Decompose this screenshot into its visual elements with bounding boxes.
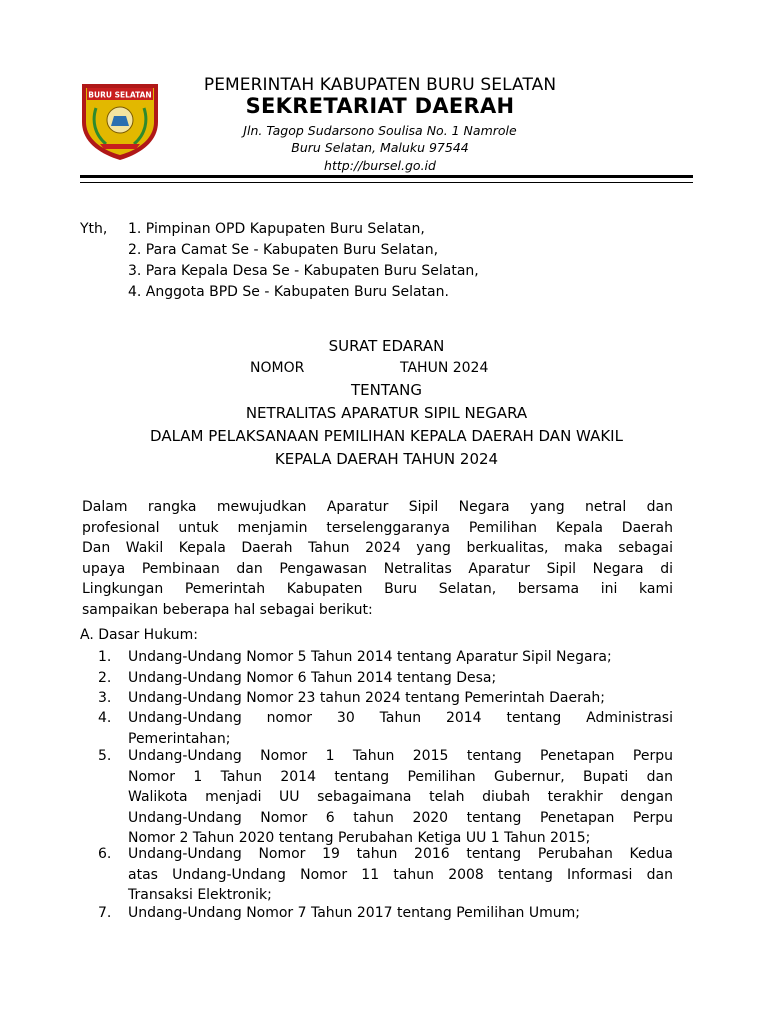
legal-item-line: Nomor 2 Tahun 2020 tentang Perubahan Ketiga UU 1 Tahun 2015; [128, 830, 591, 846]
address-line-2: Buru Selatan, Maluku 97544 [291, 140, 469, 155]
legal-item-number: 1. [98, 649, 112, 665]
intro-line: Dalam rangka mewujudkan Aparatur Sipil Negara yang netral dan [82, 499, 673, 515]
legal-item-line: Undang-Undang Nomor 7 Tahun 2017 tentang Pemilihan Umum; [128, 905, 580, 921]
recipient-2: 2. Para Camat Se - Kabupaten Buru Selatan, [128, 242, 439, 258]
legal-item-line: Undang-Undang Nomor 19 tahun 2016 tentang Perubahan Kedua [128, 846, 673, 862]
letter-type: SURAT EDARAN [328, 337, 445, 355]
legal-item-number: 4. [98, 710, 112, 726]
legal-item-line: Undang-Undang Nomor 6 Tahun 2014 tentang Desa; [128, 670, 497, 686]
legal-item-line: atas Undang-Undang Nomor 11 tahun 2008 tentang Informasi dan [128, 866, 673, 883]
tentang-label: TENTANG [351, 381, 422, 399]
address-line-1: Jln. Tagop Sudarsono Soulisa No. 1 Namrole [243, 123, 517, 138]
subject-line-1: NETRALITAS APARATUR SIPIL NEGARA [245, 404, 528, 422]
legal-item-line: Undang-Undang nomor 30 Tahun 2014 tentang Administrasi [128, 710, 673, 726]
intro-line: Dan Wakil Kepala Daerah Tahun 2024 yang berkualitas, maka sebagai [82, 540, 673, 556]
section-heading: A. Dasar Hukum: [80, 627, 198, 643]
subject-line-3: KEPALA DAERAH TAHUN 2024 [274, 450, 499, 468]
letterhead-divider-thin [80, 182, 693, 183]
office-name: SEKRETARIAT DAERAH [245, 94, 515, 118]
recipient-3: 3. Para Kepala Desa Se - Kabupaten Buru Selatan, [128, 263, 479, 279]
legal-item-line: Undang-Undang Nomor 5 Tahun 2014 tentang Aparatur Sipil Negara; [128, 649, 612, 665]
recipient-4: 4. Anggota BPD Se - Kabupaten Buru Selatan. [128, 284, 449, 300]
addressee-label: Yth, [80, 221, 108, 237]
legal-item-line: Undang-Undang Nomor 6 tahun 2020 tentang Penetapan Perpu [128, 809, 673, 826]
website: http://bursel.go.id [324, 158, 436, 173]
intro-paragraph [82, 497, 673, 620]
tahun-label: TAHUN 2024 [400, 360, 489, 376]
emblem-lettering: BURU SELATAN [88, 90, 152, 100]
recipient-1: 1. Pimpinan OPD Kapupaten Buru Selatan, [128, 221, 425, 237]
subject-line-2: DALAM PELAKSANAAN PEMILIHAN KEPALA DAERAH DAN WAKIL [150, 427, 623, 445]
legal-item-line: Transaksi Elektronik; [128, 887, 272, 903]
government-name: PEMERINTAH KABUPATEN BURU SELATAN [203, 75, 557, 95]
buru-selatan-emblem [76, 78, 164, 162]
legal-item-line: Nomor 1 Tahun 2014 tentang Pemilihan Gubernur, Bupati dan [128, 768, 673, 785]
nomor-label: NOMOR [250, 360, 305, 376]
legal-item-line: Pemerintahan; [128, 730, 231, 747]
legal-item-line: Undang-Undang Nomor 23 tahun 2024 tentang Pemerintah Daerah; [128, 690, 605, 706]
legal-item-number: 3. [98, 690, 112, 706]
legal-item-number: 2. [98, 670, 112, 686]
intro-line: upaya Pembinaan dan Pengawasan Netralitas Aparatur Sipil Negara di [82, 560, 673, 577]
letterhead-divider-thick [80, 175, 693, 178]
legal-item-number: 5. [98, 748, 112, 764]
intro-line: sampaikan beberapa hal sebagai berikut: [82, 601, 373, 618]
legal-item-line: Undang-Undang Nomor 1 Tahun 2015 tentang Penetapan Perpu [128, 748, 673, 764]
legal-item-number: 6. [98, 846, 112, 862]
intro-line: profesional untuk menjamin terselenggaranya Pemilihan Kepala Daerah [82, 519, 673, 536]
legal-item-line: Walikota menjadi UU sebagaimana telah diubah terakhir dengan [128, 789, 673, 805]
legal-item-number: 7. [98, 905, 112, 921]
intro-line: Lingkungan Pemerintah Kabupaten Buru Selatan, bersama ini kami [82, 581, 673, 597]
